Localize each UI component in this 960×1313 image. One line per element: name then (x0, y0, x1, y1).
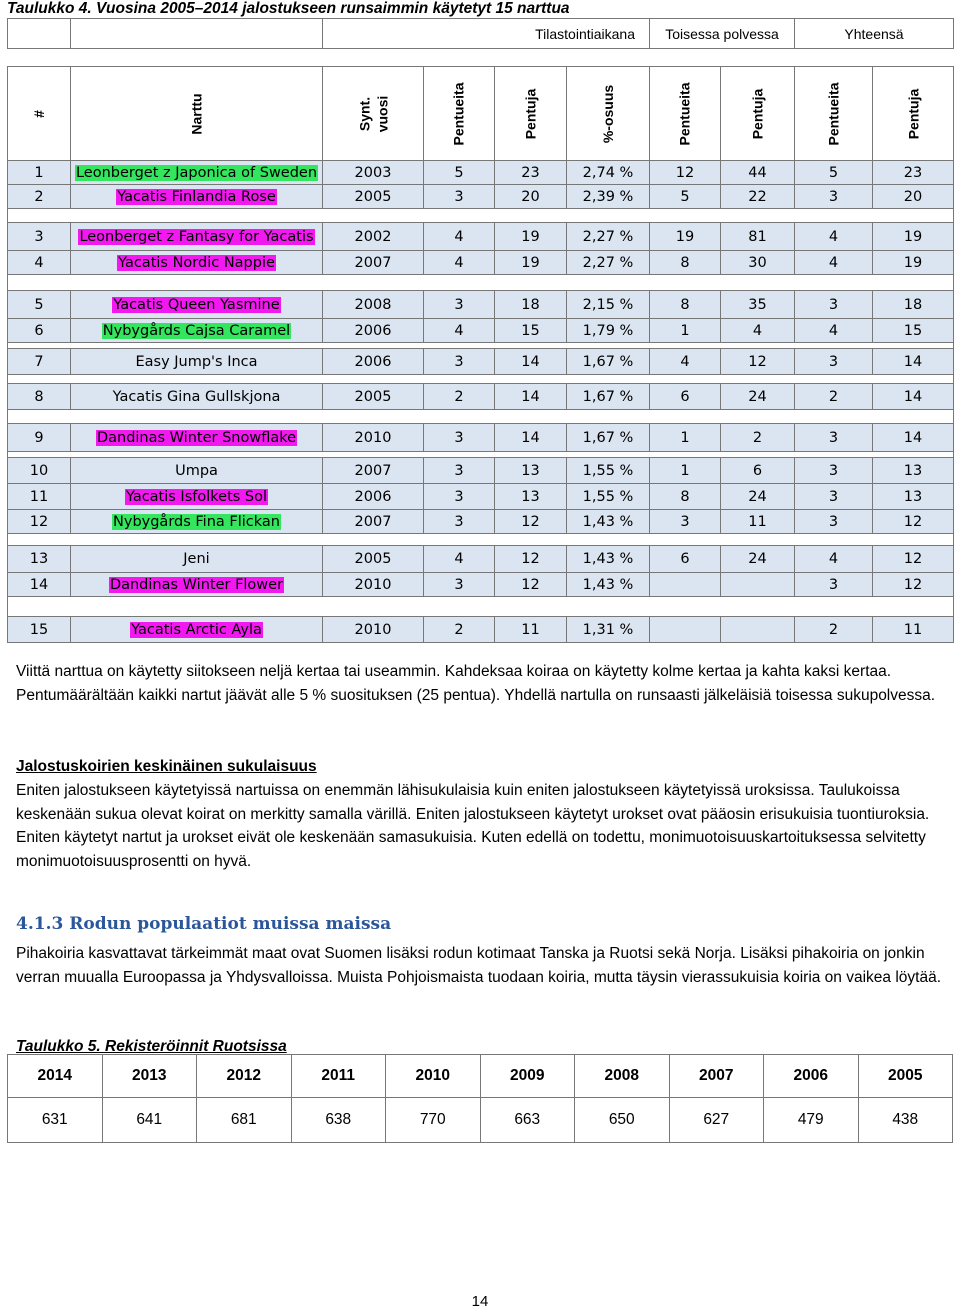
dog-name: Yacatis Queen Yasmine (113, 296, 280, 313)
value-cell-e: 24 (721, 484, 795, 510)
registration-count: 631 (8, 1098, 103, 1143)
table-row (8, 319, 954, 343)
col-litters-total: Pentueita (795, 67, 873, 161)
value-cell-d: 5 (650, 185, 721, 209)
dog-name-cell (71, 424, 323, 452)
dog-name: Leonberget z Fantasy for Yacatis (79, 228, 314, 245)
dog-name: Yacatis Isfolkets Sol (125, 488, 268, 505)
value-cell-a: 3 (424, 291, 495, 319)
value-cell-g: 11 (873, 617, 954, 643)
value-cell-g: 12 (873, 573, 954, 597)
table-row (8, 223, 954, 251)
table-row (8, 458, 954, 484)
dog-name-cell (71, 161, 323, 185)
birth-year: 2005 (323, 546, 424, 573)
dog-name-cell (71, 384, 323, 410)
registration-count: 650 (575, 1098, 670, 1143)
year-header: 2011 (291, 1055, 386, 1098)
table-row (8, 546, 954, 573)
group-header-total: Yhteensä (795, 19, 954, 49)
value-cell-e: 22 (721, 185, 795, 209)
value-cell-e: 4 (721, 319, 795, 343)
row-number: 5 (8, 291, 71, 319)
col-name: Narttu (71, 67, 323, 161)
value-cell-g: 13 (873, 458, 954, 484)
birth-year: 2007 (323, 458, 424, 484)
value-cell-d: 8 (650, 484, 721, 510)
birth-year: 2010 (323, 424, 424, 452)
table5-caption: Taulukko 5. Rekisteröinnit Ruotsissa (16, 1038, 287, 1055)
value-cell-f: 2 (795, 617, 873, 643)
value-cell-b: 23 (495, 161, 567, 185)
value-cell-a: 3 (424, 458, 495, 484)
value-cell-d: 8 (650, 291, 721, 319)
table-row (8, 573, 954, 597)
value-cell-a: 4 (424, 223, 495, 251)
dog-name-cell (71, 617, 323, 643)
value-cell-c: 1,67 % (567, 349, 650, 375)
value-cell-e: 6 (721, 458, 795, 484)
table-row (8, 424, 954, 452)
table4-caption: Taulukko 4. Vuosina 2005–2014 jalostukseen runsaimmin käytetyt 15 narttua (7, 0, 570, 17)
row-number: 1 (8, 161, 71, 185)
value-cell-e: 24 (721, 384, 795, 410)
value-cell-a: 4 (424, 319, 495, 343)
value-cell-b: 13 (495, 484, 567, 510)
value-cell-a: 4 (424, 251, 495, 275)
value-cell-f: 3 (795, 458, 873, 484)
value-cell-c: 2,74 % (567, 161, 650, 185)
registration-count: 638 (291, 1098, 386, 1143)
row-number: 15 (8, 617, 71, 643)
value-cell-b: 14 (495, 349, 567, 375)
birth-year: 2006 (323, 319, 424, 343)
value-cell-b: 20 (495, 185, 567, 209)
value-cell-a: 3 (424, 349, 495, 375)
value-cell-e: 2 (721, 424, 795, 452)
table-row (8, 617, 954, 643)
row-number: 12 (8, 510, 71, 534)
value-cell-b: 14 (495, 384, 567, 410)
table4-body (8, 161, 954, 643)
value-cell-c: 1,43 % (567, 510, 650, 534)
dog-name: Yacatis Nordic Nappie (118, 254, 275, 271)
value-cell-c: 1,43 % (567, 546, 650, 573)
table-row (8, 510, 954, 534)
group-header-period: Tilastointiaikana (323, 19, 650, 49)
row-number: 13 (8, 546, 71, 573)
registration-count: 663 (480, 1098, 575, 1143)
dog-name: Leonberget z Japonica of Sweden (75, 164, 318, 181)
registration-count: 438 (858, 1098, 953, 1143)
row-number: 4 (8, 251, 71, 275)
table-row (8, 251, 954, 275)
value-cell-a: 5 (424, 161, 495, 185)
value-cell-e: 81 (721, 223, 795, 251)
year-header: 2013 (102, 1055, 197, 1098)
dog-name: Easy Jump's Inca (135, 353, 258, 370)
value-cell-e (721, 617, 795, 643)
table-row (8, 291, 954, 319)
row-number: 11 (8, 484, 71, 510)
row-number: 8 (8, 384, 71, 410)
birth-year: 2003 (323, 161, 424, 185)
value-cell-c: 1,43 % (567, 573, 650, 597)
value-cell-c: 2,39 % (567, 185, 650, 209)
paragraph-breeding-use: Viittä narttua on käytetty siitokseen neljä kertaa tai useammin. Kahdeksaa koiraa on käytetty kolme kertaa ja kahta kaksi kertaa. Pentumäärältään kaikki nartut jäävät alle 5 % suosituksen (25 pentua). Yhdellä nartulla on runsaasti jälkeläisiä toisessa sukupolvessa. (16, 663, 936, 704)
value-cell-b: 19 (495, 223, 567, 251)
birth-year: 2006 (323, 349, 424, 375)
value-cell-c: 1,31 % (567, 617, 650, 643)
value-cell-g: 12 (873, 546, 954, 573)
section-heading: 4.1.3 Rodun populaatiot muissa maissa (16, 914, 392, 934)
table-row (8, 349, 954, 375)
value-cell-b: 19 (495, 251, 567, 275)
dog-name-cell (71, 319, 323, 343)
value-cell-g: 13 (873, 484, 954, 510)
dog-name-cell (71, 349, 323, 375)
value-cell-f: 4 (795, 319, 873, 343)
dog-name: Dandinas Winter Snowflake (96, 429, 297, 446)
value-cell-e: 11 (721, 510, 795, 534)
dog-name: Dandinas Winter Flower (109, 576, 284, 593)
table4 (7, 18, 954, 643)
value-cell-f: 4 (795, 223, 873, 251)
birth-year: 2006 (323, 484, 424, 510)
value-cell-b: 12 (495, 546, 567, 573)
value-cell-d: 4 (650, 349, 721, 375)
dog-name: Jeni (183, 551, 210, 567)
dog-name: Yacatis Finlandia Rose (117, 188, 276, 205)
value-cell-d: 1 (650, 458, 721, 484)
value-cell-d: 6 (650, 546, 721, 573)
year-header: 2012 (197, 1055, 292, 1098)
year-header: 2008 (575, 1055, 670, 1098)
year-header: 2009 (480, 1055, 575, 1098)
heading-kinship: Jalostuskoirien keskinäinen sukulaisuus (16, 758, 317, 775)
registration-count: 479 (764, 1098, 859, 1143)
value-cell-c: 1,55 % (567, 458, 650, 484)
dog-name: Nybygårds Cajsa Caramel (102, 322, 291, 339)
value-cell-b: 14 (495, 424, 567, 452)
value-cell-e: 44 (721, 161, 795, 185)
dog-name: Nybygårds Fina Flickan (113, 513, 280, 530)
value-cell-g: 15 (873, 319, 954, 343)
value-cell-g: 14 (873, 424, 954, 452)
birth-year: 2002 (323, 223, 424, 251)
value-cell-c: 2,27 % (567, 223, 650, 251)
value-cell-g: 19 (873, 223, 954, 251)
registration-count: 770 (386, 1098, 481, 1143)
value-cell-a: 2 (424, 384, 495, 410)
col-pups-total: Pentuja (873, 67, 954, 161)
value-cell-a: 2 (424, 617, 495, 643)
paragraph-populations: Pihakoiria kasvattavat tärkeimmät maat ovat Suomen lisäksi rodun kotimaat Tanska ja Ruotsi sekä Norja. Lisäksi pihakoiria on jonkin verran muualla Euroopassa ja Yhdysvalloissa. Muista Pohjoismaista tuodaan koiria, mutta täysin vierassukuisia koiria on vaikea löytää. (16, 945, 942, 986)
dog-name-cell (71, 484, 323, 510)
value-cell-g: 19 (873, 251, 954, 275)
value-cell-e (721, 573, 795, 597)
table-row (8, 161, 954, 185)
col-litters-period: Pentueita (424, 67, 495, 161)
value-cell-g: 12 (873, 510, 954, 534)
dog-name-cell (71, 185, 323, 209)
birth-year: 2008 (323, 291, 424, 319)
value-cell-c: 2,27 % (567, 251, 650, 275)
birth-year: 2007 (323, 251, 424, 275)
year-header: 2007 (669, 1055, 764, 1098)
value-cell-c: 1,79 % (567, 319, 650, 343)
value-cell-d (650, 617, 721, 643)
row-number: 6 (8, 319, 71, 343)
table5-value-row (8, 1098, 953, 1143)
birth-year: 2010 (323, 573, 424, 597)
dog-name: Umpa (175, 462, 218, 479)
value-cell-g: 14 (873, 349, 954, 375)
row-number: 3 (8, 223, 71, 251)
value-cell-f: 4 (795, 251, 873, 275)
value-cell-g: 18 (873, 291, 954, 319)
row-number: 10 (8, 458, 71, 484)
value-cell-e: 12 (721, 349, 795, 375)
col-litters-second-gen: Pentueita (650, 67, 721, 161)
value-cell-c: 1,67 % (567, 424, 650, 452)
dog-name-cell (71, 251, 323, 275)
dog-name: Yacatis Gina Gullskjona (112, 388, 281, 405)
table5 (7, 1054, 953, 1143)
dog-name-cell (71, 510, 323, 534)
registration-count: 627 (669, 1098, 764, 1143)
value-cell-f: 3 (795, 573, 873, 597)
value-cell-e: 30 (721, 251, 795, 275)
value-cell-a: 3 (424, 573, 495, 597)
value-cell-f: 5 (795, 161, 873, 185)
birth-year: 2005 (323, 384, 424, 410)
year-header: 2014 (8, 1055, 103, 1098)
registration-count: 641 (102, 1098, 197, 1143)
value-cell-f: 4 (795, 546, 873, 573)
value-cell-c: 1,55 % (567, 484, 650, 510)
value-cell-g: 23 (873, 161, 954, 185)
dog-name-cell (71, 223, 323, 251)
page-number: 14 (471, 1293, 489, 1310)
value-cell-b: 12 (495, 510, 567, 534)
dog-name-cell (71, 573, 323, 597)
value-cell-e: 24 (721, 546, 795, 573)
value-cell-c: 1,67 % (567, 384, 650, 410)
dog-name-cell (71, 546, 323, 573)
birth-year: 2010 (323, 617, 424, 643)
value-cell-b: 12 (495, 573, 567, 597)
value-cell-b: 13 (495, 458, 567, 484)
table5-year-row (8, 1055, 953, 1098)
col-number: # (8, 67, 71, 161)
value-cell-f: 3 (795, 291, 873, 319)
row-number: 7 (8, 349, 71, 375)
value-cell-a: 3 (424, 510, 495, 534)
row-number: 2 (8, 185, 71, 209)
value-cell-b: 15 (495, 319, 567, 343)
value-cell-g: 20 (873, 185, 954, 209)
value-cell-a: 3 (424, 185, 495, 209)
year-header: 2006 (764, 1055, 859, 1098)
value-cell-f: 3 (795, 185, 873, 209)
value-cell-a: 3 (424, 424, 495, 452)
value-cell-f: 3 (795, 484, 873, 510)
value-cell-f: 2 (795, 384, 873, 410)
birth-year: 2007 (323, 510, 424, 534)
col-birth-year: Synt. vuosi (323, 67, 424, 161)
value-cell-d: 6 (650, 384, 721, 410)
value-cell-d: 12 (650, 161, 721, 185)
col-pups-second-gen: Pentuja (721, 67, 795, 161)
dog-name-cell (71, 458, 323, 484)
value-cell-g: 14 (873, 384, 954, 410)
row-number: 14 (8, 573, 71, 597)
col-share: %-osuus (567, 67, 650, 161)
year-header: 2005 (858, 1055, 953, 1098)
table-row (8, 384, 954, 410)
year-header: 2010 (386, 1055, 481, 1098)
value-cell-d: 1 (650, 319, 721, 343)
value-cell-e: 35 (721, 291, 795, 319)
row-number: 9 (8, 424, 71, 452)
registration-count: 681 (197, 1098, 292, 1143)
table-row (8, 484, 954, 510)
value-cell-f: 3 (795, 349, 873, 375)
value-cell-d (650, 573, 721, 597)
dog-name-cell (71, 291, 323, 319)
dog-name: Yacatis Arctic Ayla (131, 621, 262, 638)
value-cell-d: 8 (650, 251, 721, 275)
value-cell-b: 18 (495, 291, 567, 319)
value-cell-d: 1 (650, 424, 721, 452)
value-cell-d: 19 (650, 223, 721, 251)
table-row (8, 185, 954, 209)
birth-year: 2005 (323, 185, 424, 209)
paragraph-kinship: Eniten jalostukseen käytetyissä nartuissa on enemmän lähisukulaisia kuin eniten jalostukseen käytetyissä uroksissa. Taulukoissa keskenään sukua olevat koirat on merkitty samalla värillä. Eniten jalostukseen käytetyt urokset ovat pääosin erisukuisia tuontiuroksia. Eniten käytetyt nartut ja urokset eivät ole keskenään samasukuisia. Kuten edellä on todettu, monimuotoisuuskartoituksessa selvitetty monimuotoisuusprosentti on hyvä. (16, 782, 930, 870)
value-cell-f: 3 (795, 510, 873, 534)
col-pups-period: Pentuja (495, 67, 567, 161)
value-cell-b: 11 (495, 617, 567, 643)
value-cell-a: 3 (424, 484, 495, 510)
value-cell-a: 4 (424, 546, 495, 573)
value-cell-d: 3 (650, 510, 721, 534)
value-cell-f: 3 (795, 424, 873, 452)
group-header-second-gen: Toisessa polvessa (650, 19, 795, 49)
value-cell-c: 2,15 % (567, 291, 650, 319)
